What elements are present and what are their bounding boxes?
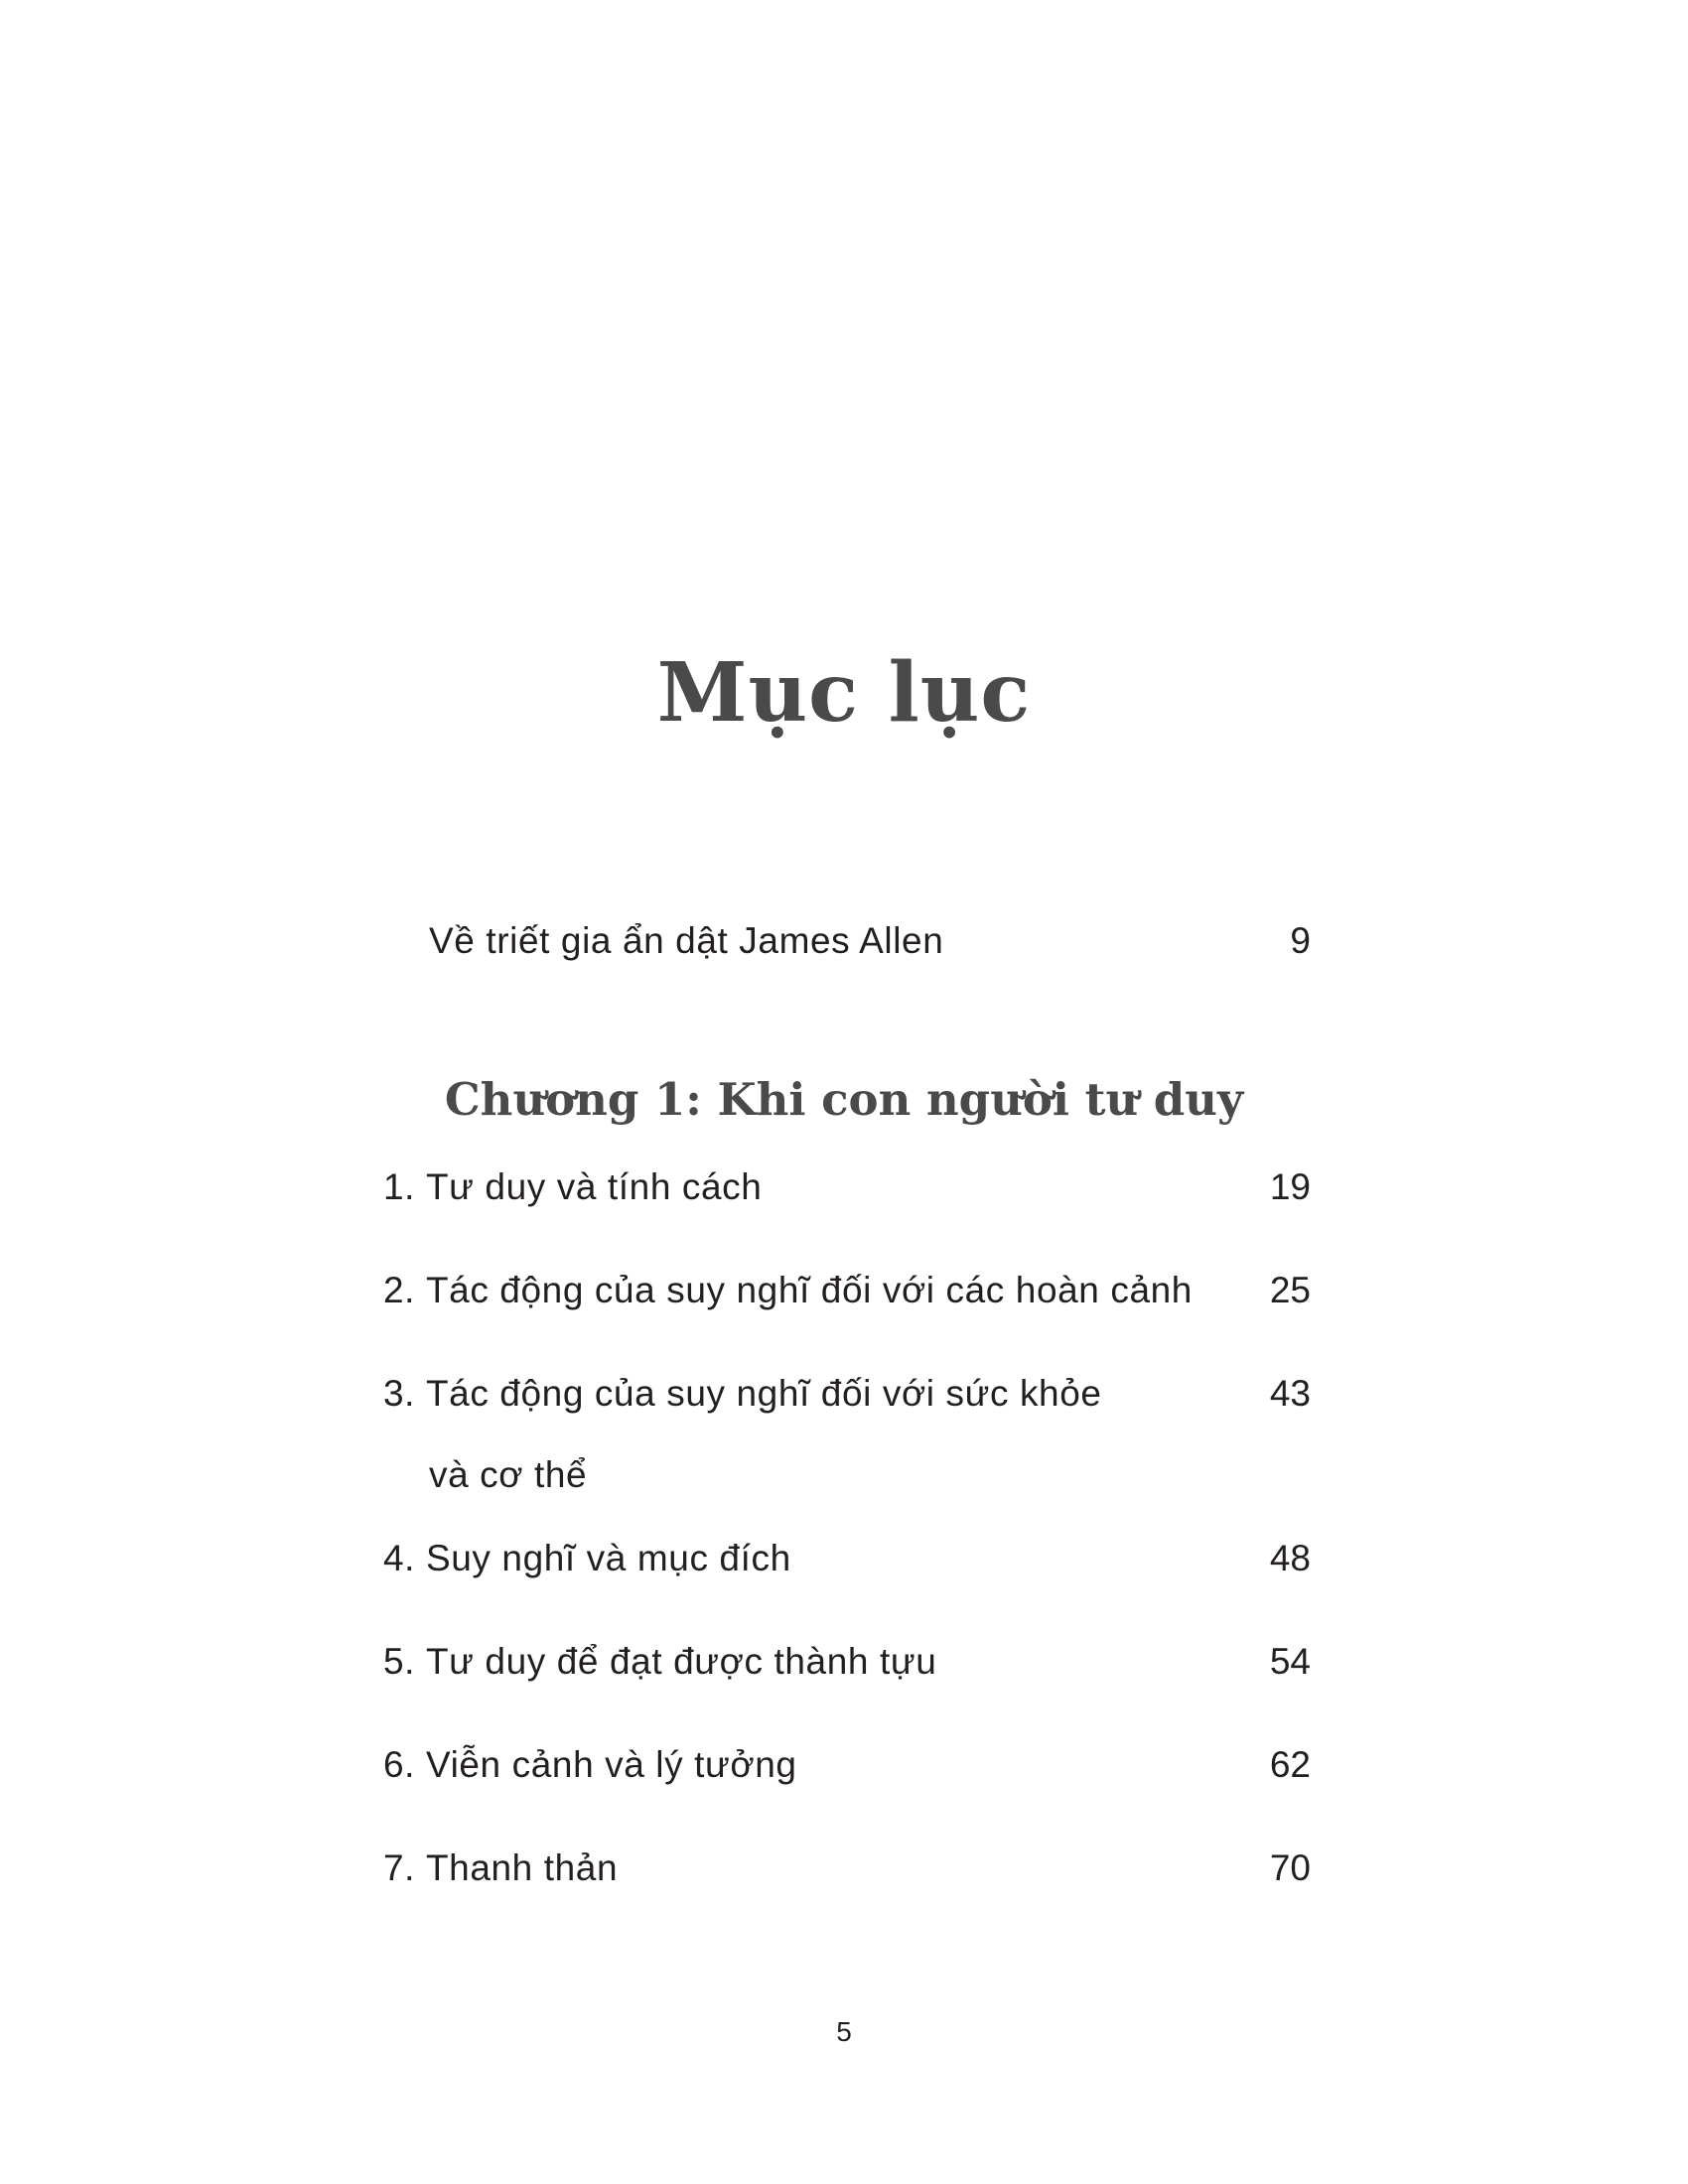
toc-entry-label: Thanh thản (425, 1847, 619, 1888)
toc-entry-label: Tác động của suy nghĩ đối với các hoàn cảnh (425, 1270, 1193, 1310)
toc-entry-label: Tác động của suy nghĩ đối với sức khỏe (425, 1373, 1102, 1414)
toc-entry-label: Viễn cảnh và lý tưởng (425, 1744, 797, 1785)
toc-entry (383, 1537, 791, 1580)
toc-entry-page: 62 (1269, 1744, 1311, 1785)
toc-entry (383, 1846, 618, 1890)
toc-entry-page: 25 (1269, 1270, 1311, 1310)
toc-entry-page: 48 (1269, 1538, 1311, 1578)
page-number: 5 (836, 2016, 852, 2047)
toc-entry-label: Tư duy và tính cách (425, 1166, 763, 1207)
toc-entry-number: 3. (383, 1373, 416, 1414)
page-title: Mục lục (656, 645, 1032, 741)
toc-entry-label: Tư duy để đạt được thành tựu (425, 1641, 937, 1682)
toc-entry (383, 1269, 1193, 1312)
toc-entry-continuation (429, 1453, 587, 1497)
toc-entry-intro (429, 919, 943, 963)
toc-entry-label-continued: và cơ thể (429, 1454, 588, 1495)
toc-entry-label: Về triết gia ẩn dật James Allen (429, 920, 944, 961)
toc-entry-label: Suy nghĩ và mục đích (425, 1538, 791, 1578)
toc-entry-number: 4. (383, 1538, 416, 1578)
toc-entry (383, 1165, 762, 1209)
toc-entry-page: 9 (1290, 920, 1311, 961)
toc-entry (383, 1372, 1102, 1416)
chapter-heading: Chương 1: Khi con người tư duy (444, 1073, 1244, 1126)
toc-entry-number: 2. (383, 1270, 416, 1310)
toc-entry-number: 1. (383, 1166, 416, 1207)
toc-entry-page: 54 (1269, 1641, 1311, 1682)
toc-entry (383, 1640, 936, 1684)
toc-entry-number: 6. (383, 1744, 416, 1785)
toc-entry-number: 7. (383, 1847, 416, 1888)
toc-entry-page: 19 (1269, 1166, 1311, 1207)
toc-entry-number: 5. (383, 1641, 416, 1682)
toc-entry-page: 43 (1269, 1373, 1311, 1414)
toc-entry (383, 1743, 797, 1787)
toc-entry-page: 70 (1269, 1847, 1311, 1888)
